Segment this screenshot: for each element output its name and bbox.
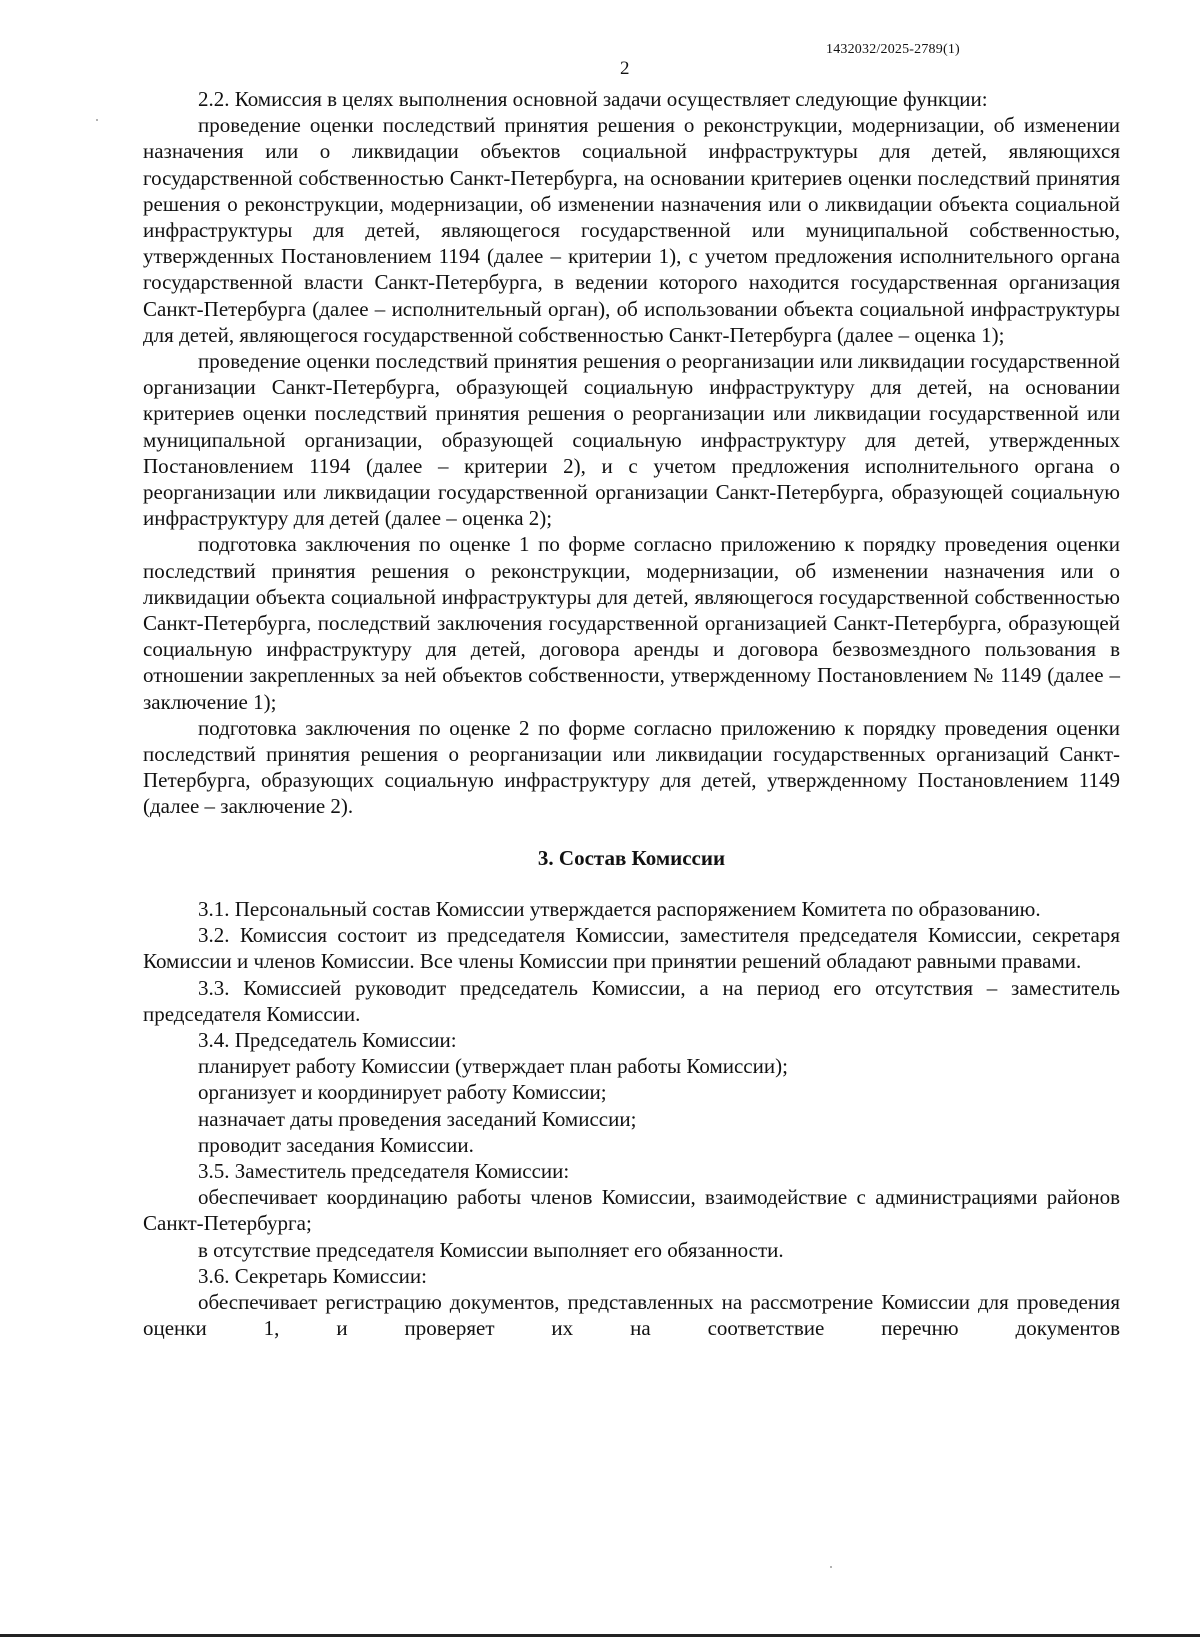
paragraph-function-conclusion-2: подготовка заключения по оценке 2 по форме согласно приложению к порядку проведения оценки последствий принятия решения о реорганизации или ликвидации государственных организаций Санкт-Петербурга, образующих социальную инфраструктуру для детей, утвержденному Постановлением 1149 (далее – заключение 2). xyxy=(143,715,1120,819)
secretary-duty-registration: обеспечивает регистрацию документов, представленных на рассмотрение Комиссии для проведения оценки 1, и проверяет их на соответствие перечню документов xyxy=(143,1289,1120,1341)
section-heading-commission-composition: 3. Состав Комиссии xyxy=(537,845,726,870)
document-body xyxy=(143,86,1120,1341)
paragraph-3-3: 3.3. Комиссией руководит председатель Комиссии, а на период его отсутствия – заместитель председателя Комиссии. xyxy=(143,975,1120,1026)
paragraph-3-5: 3.5. Заместитель председателя Комиссии: xyxy=(198,1158,570,1183)
paragraph-function-assessment-1: проведение оценки последствий принятия решения о реконструкции, модернизации, об изменении назначения или о ликвидации объектов социальной инфраструктуры для детей, являющихся государственной собственностью Санкт-Петербурга, на основании критериев оценки последствий принятия решения о реконструкции, модернизации, об изменении назначения или о ликвидации объекта социальной инфраструктуры для детей, являющегося государственной или муниципальной собственностью, утвержденных Постановлением 1194 (далее – критерии 1), с учетом предложения исполнительного органа государственной власти Санкт-Петербурга, в ведении которого находится государственная организация Санкт-Петербурга (далее – исполнительный орган), об использовании объекта социальной инфраструктуры для детей, являющегося государственной собственностью Санкт-Петербурга (далее – оценка 1); xyxy=(143,113,1120,347)
chairman-duty-schedule: назначает даты проведения заседаний Комиссии; xyxy=(198,1106,637,1131)
chairman-duty-plan: планирует работу Комиссии (утверждает план работы Комиссии); xyxy=(198,1054,788,1079)
scan-speck xyxy=(96,119,98,121)
paragraph-function-conclusion-1: подготовка заключения по оценке 1 по форме согласно приложению к порядку проведения оценки последствий принятия решения о реконструкции, модернизации, об изменении назначения или о ликвидации объекта социальной инфраструктуры для детей, являющегося государственной собственностью Санкт-Петербурга, последствий заключения государственной организацией Санкт-Петербурга, образующей социальную инфраструктуру для детей, договора аренды и договора безвозмездного пользования в отношении закрепленных за ней объектов собственности, утвержденному Постановлением № 1149 (далее – заключение 1); xyxy=(143,532,1120,714)
paragraph-3-2: 3.2. Комиссия состоит из председателя Комиссии, заместителя председателя Комиссии, секретаря Комиссии и членов Комиссии. Все члены Комиссии при принятии решений обладают равными правами. xyxy=(143,923,1120,974)
paragraph-3-6: 3.6. Секретарь Комиссии: xyxy=(198,1263,427,1288)
chairman-duty-conduct: проводит заседания Комиссии. xyxy=(198,1132,474,1157)
scan-edge-line xyxy=(0,1634,1200,1637)
page-number: 2 xyxy=(620,58,630,79)
paragraph-2-2: 2.2. Комиссия в целях выполнения основной задачи осуществляет следующие функции: xyxy=(198,87,988,111)
deputy-duty-substitute: в отсутствие председателя Комиссии выполняет его обязанности. xyxy=(198,1237,784,1262)
paragraph-function-assessment-2: проведение оценки последствий принятия решения о реорганизации или ликвидации государственной организации Санкт-Петербурга, образующей социальную инфраструктуру для детей, на основании критериев оценки последствий принятия решения о реорганизации или ликвидации государственной или муниципальной организации, образующей социальную инфраструктуру для детей, утвержденных Постановлением 1194 (далее – критерии 2), и с учетом предложения исполнительного органа о реорганизации или ликвидации государственной организации Санкт-Петербурга, образующей социальную инфраструктуру для детей (далее – оценка 2); xyxy=(143,349,1120,531)
document-registration-number: 1432032/2025-2789(1) xyxy=(826,42,960,57)
scan-speck xyxy=(830,1566,832,1568)
deputy-duty-coordinate: обеспечивает координацию работы членов Комиссии, взаимодействие с администрациями районов Санкт-Петербурга; xyxy=(143,1185,1120,1236)
paragraph-3-4: 3.4. Председатель Комиссии: xyxy=(198,1027,457,1052)
paragraph-3-1: 3.1. Персональный состав Комиссии утверждается распоряжением Комитета по образованию. xyxy=(198,896,1041,921)
chairman-duty-organize: организует и координирует работу Комиссии; xyxy=(198,1080,607,1105)
